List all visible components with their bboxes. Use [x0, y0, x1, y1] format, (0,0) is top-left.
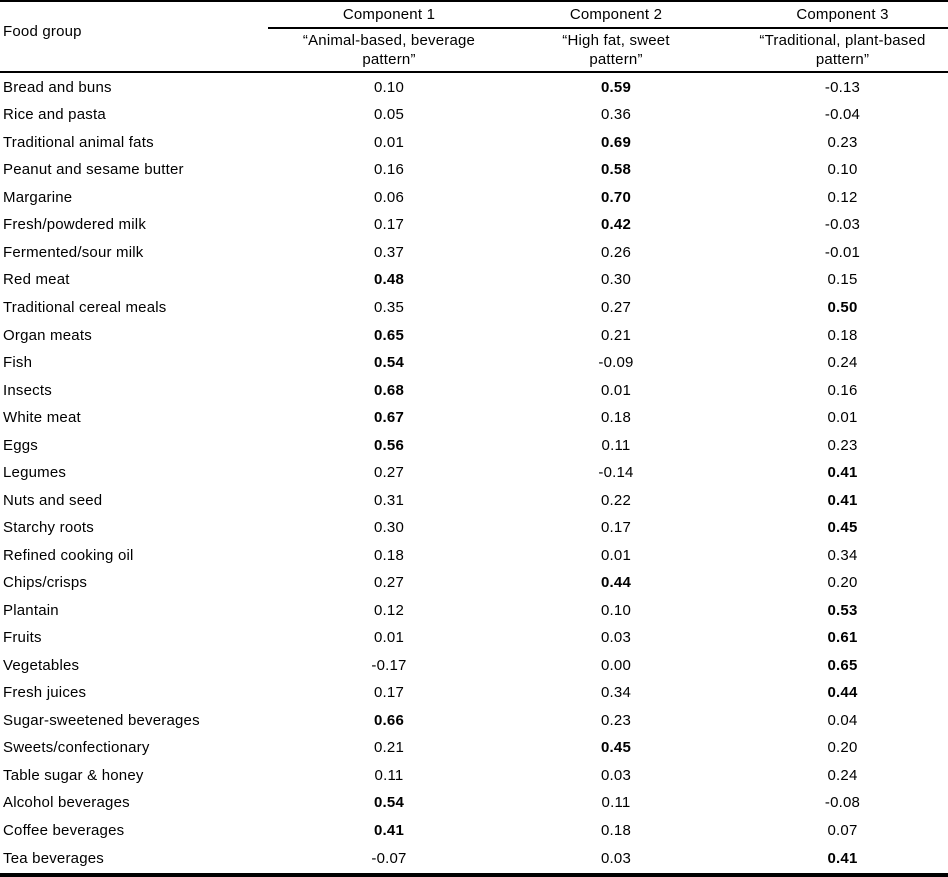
- pattern-line: pattern”: [589, 51, 643, 68]
- food-group-cell: Fruits: [3, 629, 42, 647]
- food-group-cell: Traditional cereal meals: [3, 299, 167, 316]
- food-group-cell: Chips/crisps: [3, 574, 88, 592]
- loading-value-cell: 0.54: [374, 794, 404, 812]
- loading-value-cell: 0.31: [374, 491, 404, 509]
- food-group-cell: Alcohol beverages: [3, 794, 130, 812]
- food-group-cell: Legumes: [3, 464, 67, 482]
- loading-value-cell: 0.22: [601, 491, 631, 509]
- loading-value-cell: 0.45: [827, 519, 858, 537]
- loading-value-cell: 0.03: [601, 850, 631, 868]
- loading-value-cell: 0.23: [827, 436, 858, 454]
- loading-value-cell: 0.54: [374, 354, 404, 372]
- loading-value-cell: 0.56: [374, 436, 404, 454]
- loading-value-cell: 0.17: [374, 684, 404, 702]
- loading-value-cell: 0.01: [601, 546, 631, 564]
- loading-value-cell: 0.11: [601, 436, 631, 454]
- loading-value-cell: 0.69: [601, 133, 631, 151]
- component-3-pattern-label: [722, 28, 948, 72]
- table-row: [0, 211, 948, 239]
- loading-value-cell: 0.03: [601, 629, 631, 647]
- food-group-cell: Sugar-sweetened beverages: [3, 711, 200, 729]
- table-row: [0, 321, 948, 349]
- loading-value-cell: -0.03: [824, 216, 861, 234]
- food-group-cell: Table sugar & honey: [3, 766, 144, 784]
- table-row: [0, 596, 948, 624]
- food-group-cell: White meat: [3, 409, 81, 427]
- food-group-cell: Eggs: [3, 436, 38, 454]
- table-row: [0, 404, 948, 432]
- component-header-row: [0, 1, 948, 28]
- pattern-line: pattern”: [362, 51, 416, 68]
- loading-value-cell: 0.23: [601, 711, 631, 729]
- loading-value-cell: -0.04: [824, 106, 861, 124]
- pattern-line: “High fat, sweet: [562, 32, 670, 49]
- table-row: [0, 651, 948, 679]
- loading-value-cell: 0.16: [374, 161, 404, 179]
- food-group-cell: Margarine: [3, 188, 73, 206]
- loading-value-cell: 0.21: [374, 739, 404, 757]
- food-group-cell: Fresh juices: [3, 684, 87, 702]
- loading-value-cell: 0.12: [374, 601, 404, 619]
- loading-value-cell: 0.04: [827, 711, 858, 729]
- loading-value-cell: 0.23: [827, 133, 858, 151]
- loading-value-cell: 0.27: [374, 464, 404, 482]
- loading-value-cell: 0.05: [374, 106, 404, 124]
- loading-value-cell: -0.09: [598, 354, 634, 372]
- loading-value-cell: 0.70: [601, 188, 631, 206]
- food-group-cell: Tea beverages: [3, 850, 105, 868]
- loading-value-cell: 0.42: [601, 216, 631, 234]
- table-body: [0, 72, 948, 875]
- loading-value-cell: 0.17: [374, 216, 404, 234]
- loading-value-cell: 0.18: [827, 326, 858, 344]
- loading-value-cell: 0.18: [374, 546, 404, 564]
- food-group-cell: Fish: [3, 354, 33, 372]
- table-row: [0, 184, 948, 212]
- loading-value-cell: 0.03: [601, 766, 631, 784]
- table-row: [0, 486, 948, 514]
- pattern-line: pattern”: [815, 51, 870, 68]
- table-row: [0, 789, 948, 817]
- loading-value-cell: 0.10: [374, 78, 404, 96]
- loading-value-cell: -0.13: [824, 78, 861, 96]
- loading-value-cell: 0.30: [374, 519, 404, 537]
- food-group-cell: Organ meats: [3, 326, 92, 344]
- loading-value-cell: 0.37: [374, 243, 404, 261]
- loading-value-cell: 0.20: [827, 574, 858, 592]
- food-group-cell: Fresh/powdered milk: [3, 216, 147, 234]
- food-group-cell: Bread and buns: [3, 78, 112, 96]
- table-row: [0, 679, 948, 707]
- table-row: [0, 239, 948, 267]
- table-row: [0, 459, 948, 487]
- loading-value-cell: 0.12: [827, 188, 858, 206]
- loading-value-cell: 0.01: [374, 133, 404, 151]
- food-group-cell: Traditional animal fats: [3, 133, 154, 151]
- food-group-cell: Coffee beverages: [3, 821, 125, 839]
- loading-value-cell: 0.06: [374, 188, 404, 206]
- loading-value-cell: -0.01: [824, 243, 861, 261]
- loading-value-cell: 0.44: [827, 684, 858, 702]
- loading-value-cell: 0.15: [827, 271, 858, 289]
- loading-value-cell: 0.65: [374, 326, 404, 344]
- table-row: [0, 349, 948, 377]
- table-row: [0, 569, 948, 597]
- loading-value-cell: -0.07: [371, 850, 407, 868]
- component-2-pattern-label: [495, 28, 722, 72]
- loading-value-cell: 0.11: [374, 766, 404, 784]
- loading-value-cell: 0.53: [827, 601, 858, 619]
- loading-value-cell: 0.65: [827, 656, 858, 674]
- loading-value-cell: 0.67: [374, 409, 404, 427]
- loading-value-cell: 0.45: [601, 739, 631, 757]
- table-row: [0, 817, 948, 845]
- loading-value-cell: 0.00: [601, 656, 631, 674]
- food-group-cell: Peanut and sesame butter: [3, 161, 184, 179]
- component-1-pattern-label: [268, 28, 495, 72]
- loading-value-cell: 0.41: [827, 464, 858, 482]
- loading-value-cell: 0.41: [374, 821, 404, 839]
- loading-value-cell: 0.10: [601, 601, 631, 619]
- loading-value-cell: 0.01: [374, 629, 404, 647]
- table-row: [0, 762, 948, 790]
- loading-value-cell: 0.07: [827, 821, 858, 839]
- loading-value-cell: 0.50: [827, 299, 858, 316]
- food-group-cell: Starchy roots: [3, 519, 94, 537]
- food-group-cell: Red meat: [3, 271, 70, 289]
- loading-value-cell: -0.14: [598, 464, 634, 482]
- food-group-cell: Refined cooking oil: [3, 546, 134, 564]
- loading-value-cell: -0.17: [371, 656, 407, 674]
- loading-value-cell: 0.68: [374, 381, 404, 399]
- table-row: [0, 129, 948, 157]
- pattern-line: “Traditional, plant-based: [759, 32, 926, 49]
- loading-value-cell: 0.34: [827, 546, 858, 564]
- loading-value-cell: 0.21: [601, 326, 631, 344]
- loading-value-cell: 0.16: [827, 381, 858, 399]
- food-group-cell: Insects: [3, 381, 52, 399]
- loading-value-cell: 0.30: [601, 271, 631, 289]
- loading-value-cell: 0.66: [374, 711, 404, 729]
- table-row: [0, 844, 948, 875]
- loading-value-cell: 0.26: [601, 243, 631, 261]
- table-row: [0, 156, 948, 184]
- loading-value-cell: 0.41: [827, 491, 858, 509]
- loading-value-cell: 0.01: [601, 381, 631, 399]
- loading-value-cell: 0.59: [601, 78, 631, 96]
- loading-value-cell: 0.27: [601, 299, 631, 316]
- food-group-cell: Vegetables: [3, 656, 80, 674]
- table-row: [0, 734, 948, 762]
- loading-value-cell: 0.11: [601, 794, 631, 812]
- loading-value-cell: 0.36: [601, 106, 631, 124]
- loading-value-cell: 0.48: [374, 271, 404, 289]
- food-group-cell: Sweets/confectionary: [3, 739, 150, 757]
- loading-value-cell: 0.27: [374, 574, 404, 592]
- loading-value-cell: 0.24: [827, 766, 858, 784]
- food-group-cell: Plantain: [3, 601, 59, 619]
- table-header: [0, 1, 948, 72]
- table-row: [0, 376, 948, 404]
- loading-value-cell: 0.01: [827, 409, 858, 427]
- loading-value-cell: 0.24: [827, 354, 858, 372]
- food-group-cell: Nuts and seed: [3, 491, 103, 509]
- table-row: [0, 541, 948, 569]
- component-2-header: Component 2: [495, 1, 722, 28]
- component-3-header: Component 3: [722, 1, 948, 28]
- loading-value-cell: 0.20: [827, 739, 858, 757]
- table-row: [0, 624, 948, 652]
- loading-value-cell: 0.61: [827, 629, 858, 647]
- loading-value-cell: 0.10: [827, 161, 858, 179]
- food-group-column-header: Food group: [0, 1, 268, 72]
- loading-value-cell: 0.34: [601, 684, 631, 702]
- loading-value-cell: 0.18: [601, 409, 631, 427]
- component-1-header: Component 1: [268, 1, 495, 28]
- loading-value-cell: 0.58: [601, 161, 631, 179]
- table-row: [0, 266, 948, 294]
- table-row: [0, 72, 948, 101]
- pattern-line: “Animal-based, beverage: [302, 32, 476, 49]
- table-row: [0, 294, 948, 322]
- food-group-cell: Fermented/sour milk: [3, 243, 144, 261]
- loading-value-cell: 0.44: [601, 574, 631, 592]
- loading-value-cell: 0.17: [601, 519, 631, 537]
- loading-value-cell: 0.41: [827, 850, 858, 868]
- loading-value-cell: 0.18: [601, 821, 631, 839]
- loading-value-cell: 0.35: [374, 299, 404, 316]
- food-group-cell: Rice and pasta: [3, 106, 106, 124]
- table-row: [0, 431, 948, 459]
- table-row: [0, 514, 948, 542]
- loading-value-cell: -0.08: [824, 794, 861, 812]
- table-row: [0, 706, 948, 734]
- table-row: [0, 101, 948, 129]
